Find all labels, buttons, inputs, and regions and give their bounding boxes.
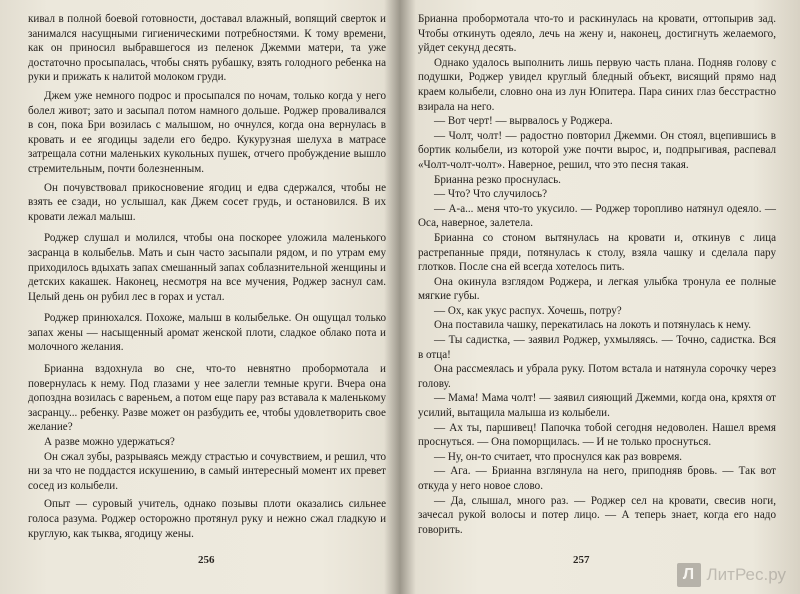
paragraph: — Что? Что случилось? (434, 188, 548, 201)
paragraph: — А-а... меня что-то укусило. — Роджер торопливо натянул одеяло. — Оса, наверное, залетела. (418, 202, 776, 230)
paragraph: — Ну, он-то считает, что проснулся как раз вовремя. (434, 450, 683, 463)
paragraph: Она поставила чашку, перекатилась на локоть и потянулась к нему. (434, 319, 752, 332)
watermark (677, 562, 786, 588)
page-number-left: 256 (198, 554, 215, 566)
paragraph: — Ах ты, паршивец! Папочка тобой сегодня недоволен. Нашел время проснуться. — Она поморщилась. — И не только проснуться. (418, 421, 776, 449)
right-page (418, 12, 776, 562)
paragraph: — Ох, как укус распух. Хочешь, потру? (434, 304, 622, 317)
paragraph: Брианна со стоном вытянулась на кровати и, откинув с лица растрепанные пряди, потянулась к столу, взяла чашку и сделала пару глотков. После сна ей всегда хотелось пить. (418, 231, 776, 274)
paragraph: Он почувствовал прикосновение ягодиц и едва сдержался, чтобы не взять ее сзади, но услышал, как Джем сосет грудь, и остановился. В их кровати лежал малыш. (28, 181, 386, 223)
paragraph: Она рассмеялась и убрала руку. Потом встала и натянула сорочку через голову. (418, 363, 776, 390)
paragraph: — Мама! Мама чолт! — заявил сияющий Джемми, когда она, кряхтя от усилий, вытащила малыша из колыбели. (418, 392, 776, 420)
paragraph: Брианна резко проснулась. (434, 173, 561, 186)
paragraph: Роджер принюхался. Похоже, малыш в колыбельке. Он ощущал только запах жены — насыщенный аромат женской плоти, сладкое облако пота и молочного желания. (28, 312, 386, 354)
paragraph: Он сжал зубы, разрываясь между страстью и сочувствием, и решил, что ни за что не поддастся искушению, в самый интересный момент их превет сосед из колыбели. (28, 450, 386, 492)
page-number-right: 257 (573, 554, 590, 566)
paragraph: Брианна пробормотала что-то и раскинулась на кровати, оттопырив зад. Чтобы откинуть одеяло, лечь на жену и, наконец, достигнуть желаемого, уйдет секунд десять. (418, 13, 776, 55)
paragraph: Однако удалось выполнить лишь первую часть плана. Подняв голову с подушки, Роджер увидел круглый бледный объект, висящий прямо над краем колыбели, словно она из лун Юпитера. Пара синих глаз бесстрастно взирала на него. (418, 56, 776, 113)
paragraph: кивал в полной боевой готовности, доставал влажный, вопящий сверток и занимался насущными гигиеническими потребностями. К тому времени, как он приносил выбравшегося из пеленок Джемми матери, та уже достаточно просыпалась, чтобы снять рубашку, взять голодного ребенка на руки и прижать к налитой молоком груди. (28, 13, 386, 84)
litres-logo-icon: Л (677, 563, 701, 587)
left-page (28, 12, 386, 562)
paragraph: — Да, слышал, много раз. — Роджер сел на кровати, свесив ноги, зачесал рукой волосы и потер лицо. — А теперь знает, когда его надо говорить. (418, 494, 776, 536)
paragraph: Брианна вздохнула во сне, что-то невнятно пробормотала и повернулась к нему. Под глазами у нее залегли темные круги. Вчера она допоздна возилась с вареньем, а потом еще пару раз вставала к маленькому засранцу... ребенку. Разве может он разбудить ее, чтобы удовлетворить свое желание? (28, 363, 386, 434)
watermark-text: ЛитРес.ру (706, 565, 786, 584)
paragraph: А разве можно удержаться? (44, 436, 175, 449)
paragraph: Опыт — суровый учитель, однако позывы плоти оказались сильнее голоса разума. Роджер осторожно протянул руку и нежно сжал гладкую и круглую, как тыква, ягодицу жены. (28, 498, 386, 540)
paragraph: Джем уже немного подрос и просыпался по ночам, только когда у него болел живот; зато и засыпал потом намного дольше. Роджер проваливался в сон, пока Бри возилась с малышом, но очнулся, когда она вернулась в кровать и ее ягодицы задели его бедро. Кукурузная шелуха в матрасе затрещала сотни маленьких кукольных пушек, отчего пробуждение вышло стремительным, почти болезненным. (28, 89, 386, 175)
paragraph: Она окинула взглядом Роджера, и легкая улыбка тронула ее полные мягкие губы. (418, 275, 776, 303)
paragraph: — Чолт, чолт! — радостно повторил Джемми. Он стоял, вцепившись в бортик колыбели, из которой уже почти вырос, и, подпрыгивая, распевал «Чолт-чолт-чолт». Наверное, решил, что это песня такая. (418, 129, 776, 171)
paragraph: — Вот черт! — вырвалось у Роджера. (434, 115, 613, 128)
paragraph: Роджер слушал и молился, чтобы она поскорее уложила маленького засранца в колыбельв. Мать и сын часто засыпали рядом, и по утрам ему приходилось вдыхать запах смешанный запах соблазнительной женщины и детских какашек. Наконец, несмотря на все мучения, Роджер заснул сам. Целый день он рубил лес в горах и устал. (28, 232, 386, 303)
paragraph: — Ты садистка, — заявил Роджер, ухмыляясь. — Точно, садистка. Вся в отца! (418, 334, 776, 361)
paragraph: — Ага. — Брианна взглянула на него, приподняв бровь. — Так вот откуда у него новое слово. (418, 465, 776, 492)
